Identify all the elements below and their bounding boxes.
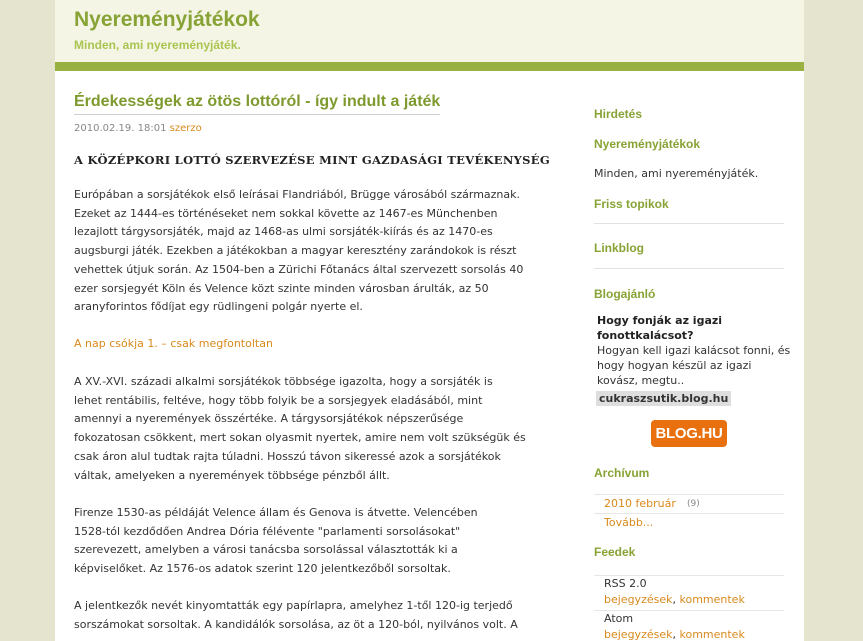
excerpt-line: hogy hogyan készül az igazi: [597, 359, 752, 372]
text-line: csak áron alul tudtak rajta túladni. Hosszú távon sikeressé azok a sorsjátékok: [74, 449, 501, 463]
feed-posts-link[interactable]: bejegyzések: [604, 628, 673, 641]
text-line: képviselőket. Az 1576-os adatok szerint 120 jelentkezőből sorsoltak.: [74, 562, 451, 576]
site-header: [55, 0, 804, 62]
related-post-link[interactable]: A nap csókja 1. – csak megfontoltan: [74, 337, 273, 350]
sidebar-heading-archive: Archívum: [594, 466, 650, 480]
text-line: ezer sorsjegyét Köln és Velence közt szinte minden városban árulták, az 50: [74, 281, 489, 295]
header-bar: [55, 62, 804, 71]
feed-name: Atom: [604, 612, 634, 625]
text-line: lehet rentábilis, feltéve, hogy több folyik be a sorsjegyek eladásából, mint: [74, 393, 483, 407]
sidebar-heading-ads: Hirdetés: [594, 107, 643, 121]
sidebar-heading-about: Nyereményjátékok: [594, 137, 701, 151]
recommended-title-line: Hogy fonják az igazi: [597, 314, 723, 327]
text-line: 1528-tól kezdődően Andrea Dória félévente "parlamenti sorsolásokat": [74, 524, 461, 538]
archive-item-count: (9): [687, 499, 700, 509]
sidebar-heading-blogajanlo: Blogajánló: [594, 287, 656, 301]
text-line: sorszámokat sorsoltak. A kandidálók sorsolása, az öt a 120-ból, nyilvános volt. A: [74, 617, 518, 631]
post-paragraph-4: [74, 597, 552, 634]
page-background-left: [0, 0, 55, 641]
text-line: A XV.-XVI. századi alkalmi sorsjátékok többsége igazolta, hogy a sorsjáték is: [74, 375, 493, 388]
text-line: amennyi a nyeremények összértéke. A tárgysorsjátékok népszerűsége: [74, 412, 464, 426]
sidebar-divider: [594, 268, 784, 269]
text-line: vehettek útjuk során. Az 1504-ben a Zürichi Főtanács által szervezett sorsolás 40: [74, 262, 524, 276]
feed-comments-link[interactable]: kommentek: [679, 593, 745, 606]
sidebar-heading-linkblog: Linkblog: [594, 241, 644, 255]
feed-links: [594, 592, 784, 608]
archive-more-link[interactable]: [594, 513, 784, 532]
feed-item-rss: [594, 575, 784, 608]
post-section-heading: A KÖZÉPKORI LOTTÓ SZERVEZÉSE MINT GAZDASÁGI TEVÉKENYSÉG: [74, 153, 550, 167]
post-date: 2010.02.19. 18:01: [74, 123, 167, 134]
excerpt-line: Hogyan kell igazi kalácsot fonni, és: [597, 344, 791, 357]
recommended-post-title[interactable]: [597, 313, 722, 343]
text-line: A jelentkezők nevét kinyomtatták egy papírlapra, amelyhez 1-től 120-ig terjedő: [74, 599, 513, 612]
text-line: Európában a sorsjátékok első leírásai Flandriából, Brügge városából származnak.: [74, 188, 521, 201]
text-line: Firenze 1530-as példáját Velence állam és Genova is átvette. Velencében: [74, 506, 478, 519]
recommended-blog-link[interactable]: cukraszsutik.blog.hu: [596, 391, 731, 406]
bloghu-logo[interactable]: BLOG.HU: [651, 420, 727, 447]
feed-separator: ,: [672, 593, 680, 606]
sidebar-heading-topics: Friss topikok: [594, 197, 669, 211]
text-line: fokozatosan csökkent, mert sokan olyasmit nyertek, amire nem volt szükségük és: [74, 431, 526, 445]
feed-posts-link[interactable]: bejegyzések: [604, 593, 673, 606]
post-meta: [74, 123, 202, 134]
text-line: Ezeket az 1444-es történéseket nem sokkal követte az 1467-es Münchenben: [74, 206, 498, 220]
feed-links: [594, 627, 784, 641]
text-line: lezajlott tárgysorsjáték, majd az 1468-as ulmi sorsjáték-kiírás és az 1470-es: [74, 225, 493, 239]
feed-item-atom: [594, 610, 784, 641]
text-line: szerevezett, amelyben a városi tanácsba sorsolással választották ki a: [74, 543, 458, 557]
sidebar-about-text: Minden, ami nyereményjáték.: [594, 167, 759, 180]
post-title[interactable]: Érdekességek az ötös lottóról - így indult a játék: [74, 93, 440, 115]
feed-name: RSS 2.0: [604, 577, 647, 590]
feed-comments-link[interactable]: kommentek: [679, 628, 745, 641]
post-paragraph-1: [74, 186, 552, 317]
page-background-right: [804, 0, 863, 641]
site-description: Minden, ami nyereményjáték.: [74, 38, 241, 52]
recommended-title-line: fonottkalácsot?: [597, 329, 694, 342]
text-line: augsburgi játék. Ezekben a játékokban a magyar keresztény zarándokok is részt: [74, 244, 517, 258]
post-paragraph-3: [74, 504, 552, 579]
excerpt-line: kovász, megtu..: [597, 374, 685, 387]
feed-separator: ,: [672, 628, 680, 641]
text-line: váltak, amelyeken a nyeremények többsége pénzből állt.: [74, 468, 390, 482]
post-paragraph-2: [74, 373, 552, 485]
site-title[interactable]: Nyereményjátékok: [74, 8, 260, 31]
page-container: [55, 0, 804, 641]
post-author-link[interactable]: szerzo: [169, 123, 202, 134]
text-line: aranyforintos fődíjat egy rüdlingeni polgár nyerte el.: [74, 300, 363, 314]
recommended-post-excerpt: [597, 343, 791, 388]
archive-item-label[interactable]: 2010 február: [604, 497, 676, 510]
sidebar-divider: [594, 223, 784, 224]
sidebar-heading-feeds: Feedek: [594, 545, 636, 559]
archive-item[interactable]: [594, 494, 784, 513]
archive-item-label[interactable]: Tovább...: [604, 516, 654, 529]
